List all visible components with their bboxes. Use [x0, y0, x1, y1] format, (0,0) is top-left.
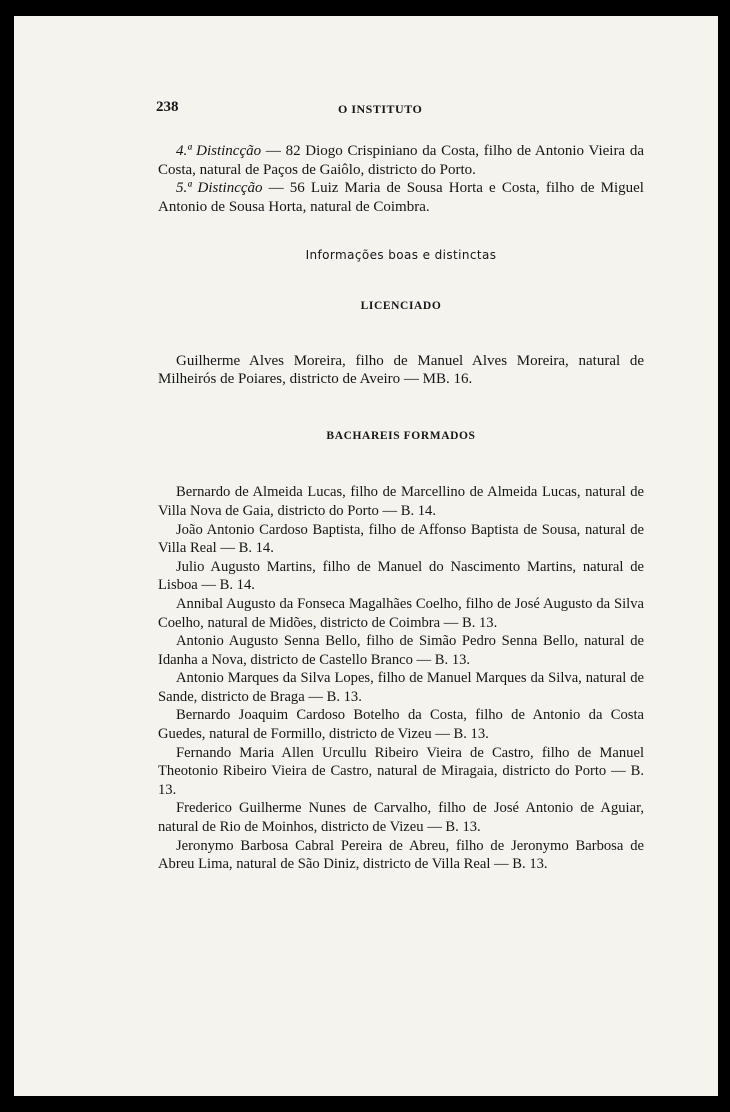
- page-body: [158, 142, 644, 874]
- bacharel-entry: Antonio Augusto Senna Bello, filho de Simão Pedro Senna Bello, natural de Idanha a Nova, districto de Castello Branco — B. 13.: [158, 633, 644, 668]
- distinction-text: — 56 Luiz Maria de Sousa Horta e Costa, filho de Miguel Antonio de Sousa Horta, natural de Coimbra.: [158, 180, 644, 215]
- licenciado-heading: LICENCIADO: [360, 299, 442, 312]
- distinction-entry: [158, 179, 644, 216]
- section-title: Informações boas e distinctas: [305, 248, 497, 263]
- distinction-entry: [158, 142, 644, 179]
- book-page: [14, 16, 718, 1096]
- bacharel-entry: Jeronymo Barbosa Cabral Pereira de Abreu, filho de Jeronymo Barbosa de Abreu Lima, natural de São Diniz, districto de Villa Real — B. 13.: [158, 837, 644, 873]
- bacharel-entry: Bernardo de Almeida Lucas, filho de Marcellino de Almeida Lucas, natural de Villa Nova de Gaia, districto do Porto — B. 14.: [158, 484, 644, 519]
- distinction-label: 4.ª Distincção: [176, 143, 262, 159]
- page-number: 238: [156, 99, 179, 115]
- distinction-text: — 82 Diogo Crispiniano da Costa, filho de Antonio Vieira da Costa, natural de Paços de Gaiôlo, districto do Porto.: [158, 143, 644, 178]
- bacharel-entry: Fernando Maria Allen Urcullu Ribeiro Vieira de Castro, filho de Manuel Theotonio Ribeiro Vieira de Castro, natural de Miragaia, districto do Porto — B. 13.: [158, 744, 644, 798]
- bacharel-entry: Antonio Marques da Silva Lopes, filho de Manuel Marques da Silva, natural de Sande, districto de Braga — B. 13.: [158, 670, 644, 705]
- bacharel-entry: Julio Augusto Martins, filho de Manuel do Nascimento Martins, natural de Lisboa — B. 14.: [158, 558, 644, 594]
- bacharel-entry: Frederico Guilherme Nunes de Carvalho, filho de José Antonio de Aguiar, natural de Rio de Moinhos, districto de Vizeu — B. 13.: [158, 800, 644, 836]
- bacharel-entry: Annibal Augusto da Fonseca Magalhães Coelho, filho de José Augusto da Silva Coelho, natural de Midões, districto de Coimbra — B. 13.: [158, 595, 644, 631]
- running-title: O INSTITUTO: [338, 102, 423, 116]
- licenciado-entry: Guilherme Alves Moreira, filho de Manuel Alves Moreira, natural de Milheirós de Poiares, districto de Aveiro — MB. 16.: [158, 352, 644, 388]
- bachareis-heading: BACHAREIS FORMADOS: [326, 429, 476, 442]
- distinction-label: 5.ª Distincção: [176, 180, 263, 197]
- bacharel-entry: João Antonio Cardoso Baptista, filho de Affonso Baptista de Sousa, natural de Villa Real — B. 14.: [158, 521, 644, 557]
- bacharel-entry: Bernardo Joaquim Cardoso Botelho da Costa, filho de Antonio da Costa Guedes, natural de Formillo, districto de Vizeu — B. 13.: [158, 707, 644, 743]
